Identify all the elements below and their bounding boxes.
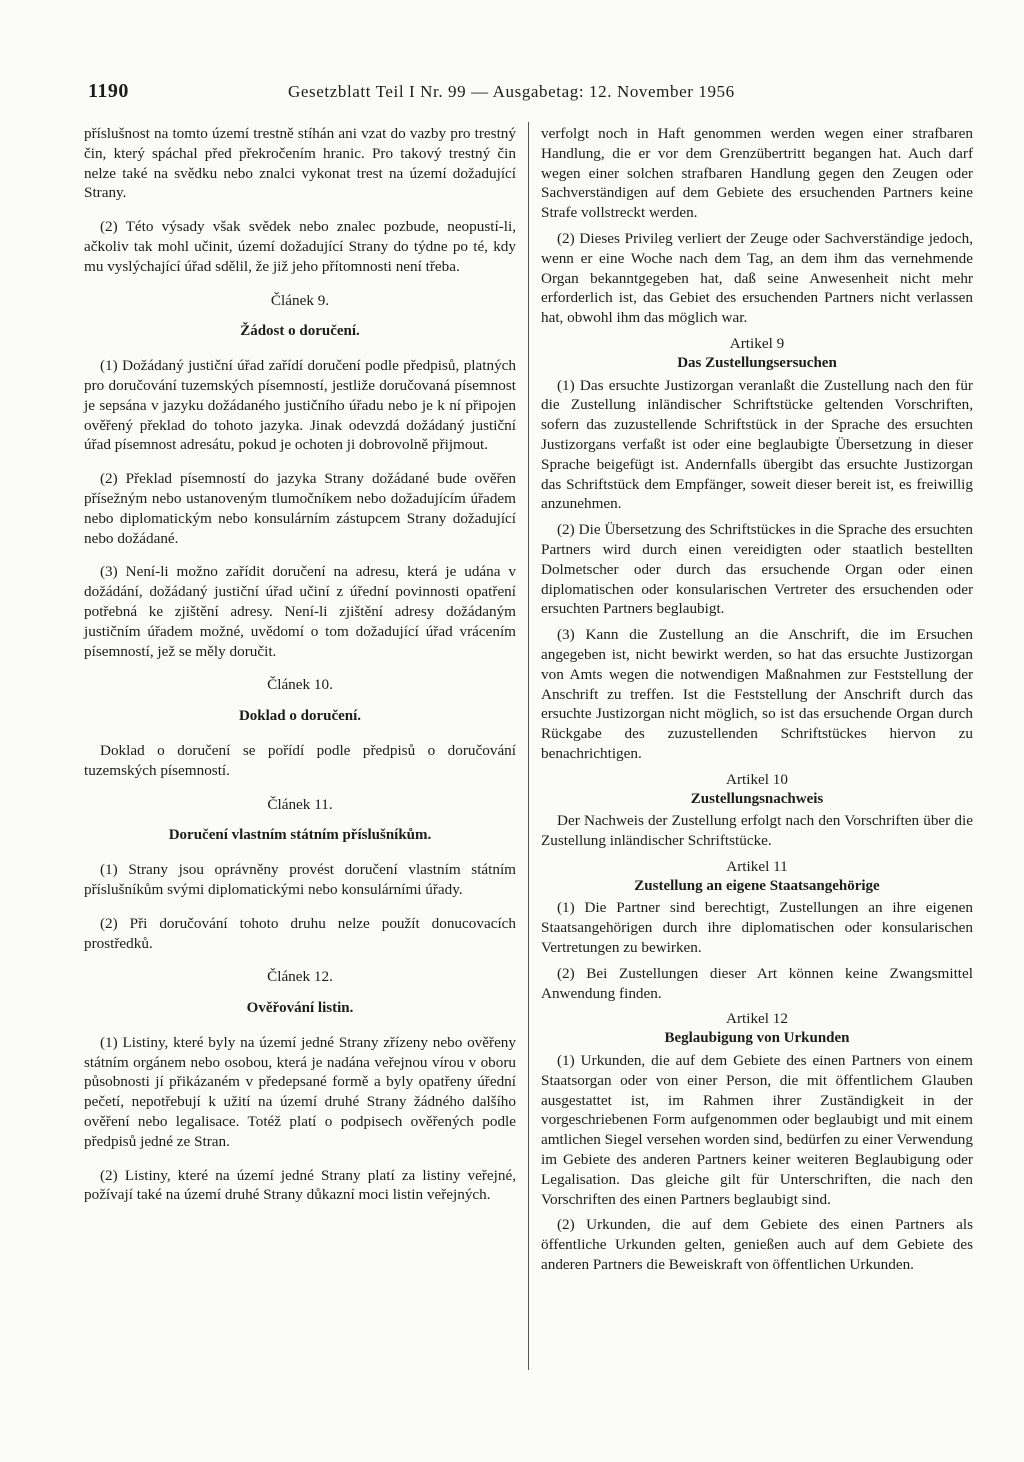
article-title: Artikel 12 [725, 1010, 788, 1028]
paragraph: (1) Dožádaný justiční úřad zařídí doručení podle předpisů, platných pro doručování tuzemských písemností, jestliže doručovaná písemnost je sepsána v jazyku dožádaného justičního úřadu nebo je k ní připojen ověřený překlad do tohoto jazyka. Jinak odevzdá dožádaný justiční úřad písemnost adresátu, pokud je ochoten ji dobrovolně přijmout. [84, 357, 516, 454]
paragraph: (3) Kann die Zustellung an die Anschrift, die im Ersuchen angegeben ist, nicht bewirkt werden, so hat das ersuchte Justizorgan von Amts wegen die notwendigen Maßnahmen zur Feststellung der Anschrift zu treffen. Ist die Feststellung der Anschrift durch das ersuchte Justizorgan nicht möglich, so ist das ersuchende Organ durch Rückgabe des zuzustellenden Schriftstückes hiervon zu benachrichtigen. [541, 626, 973, 762]
article-heading: Žádost o doručení. [240, 323, 360, 340]
article-title: Článek 10. [267, 676, 333, 694]
paragraph: (1) Listiny, které byly na území jedné Strany zřízeny nebo ověřeny státním orgánem nebo osobou, která je nadána veřejnou vírou v oboru působnosti jí přikázaném v předepsané formě a byly opatřeny úřední pečetí, nepotřebují k užití na území druhé Strany žádného dalšího ověření nebo legalisace. Totéž platí o podpisech ověřených podle předpisů jedné ze Stran. [84, 1033, 516, 1150]
paragraph: (2) Urkunden, die auf dem Gebiete des einen Partners als öffentliche Urkunden gelten, genießen auch auf dem Gebiete des anderen Partners die Beweiskraft von öffentlichen Urkunden. [541, 1216, 973, 1274]
article-title: Artikel 11 [726, 857, 788, 875]
article-heading: Das Zustellungsersuchen [677, 354, 837, 371]
paragraph: Doklad o doručení se pořídí podle předpisů o doručování tuzemských písemností. [84, 741, 516, 779]
paragraph: (2) Die Übersetzung des Schriftstückes in die Sprache des ersuchten Partners wird durch einen vereidigten oder staatlich bestellten Dolmetscher oder durch das ersuchende Organ oder einen diplomatischen oder konsularischen Vertreter des ersuchenden oder ersuchten Partners beglaubigt. [541, 521, 973, 618]
article-heading: Zustellung an eigene Staatsangehörige [634, 877, 880, 894]
paragraph: (3) Není-li možno zařídit doručení na adresu, která je udána v dožádání, dožádaný justiční úřad učiní z úřední povinnosti opatření potřebná ke zjištění adresy. Není-li zjištění adresy dožádaným justičním úřadem možné, uvědomí o tom dožadující úřad vrácením písemností, jež se měly doručit. [84, 563, 516, 660]
paragraph: (2) Této výsady však svědek nebo znalec pozbude, neopustí-li, ačkoliv tak mohl učinit, území dožadující Strany do týdne po té, kdy mu vyslýchající úřad sdělil, že již jeho přítomnosti není třeba. [84, 218, 516, 275]
article-title: Článek 12. [267, 968, 333, 986]
paragraph: (2) Dieses Privileg verliert der Zeuge oder Sachverständige jedoch, wenn er eine Woche nach dem Tag, an dem ihm das vernehmende Organ bekanntgegeben hat, daß seine Anwesenheit nicht mehr erforderlich ist, das Gebiet des ersuchenden Partners nicht verlassen hat, obwohl ihm das möglich war. [541, 229, 973, 327]
paragraph: (1) Strany jsou oprávněny provést doručení vlastním státním příslušníkům svými diplomatickými nebo konsulárními úřady. [84, 861, 516, 898]
article-heading: Doklad o doručení. [238, 708, 362, 725]
page-number: 1190 [88, 80, 129, 102]
article-heading: Ověřování listin. [246, 1000, 354, 1017]
paragraph: (2) Při doručování tohoto druhu nelze použít donucovacích prostředků. [84, 914, 516, 952]
paragraph: (2) Listiny, které na území jedné Strany platí za listiny veřejné, požívají také na území druhé Strany důkazní moci listin veřejných. [84, 1166, 516, 1204]
article-heading: Beglaubigung von Urkunden [664, 1030, 850, 1047]
article-title: Článek 11. [267, 795, 333, 813]
paragraph: příslušnost na tomto území trestně stíhán ani vzat do vazby pro trestný čin, který spáchal před překročením hranic. Pro takový trestný čin nelze také na svědku nebo znalci vykonat trest na území dožadující Strany. [84, 125, 516, 202]
czech-column [84, 124, 516, 1219]
paragraph: Der Nachweis der Zustellung erfolgt nach den Vorschriften über die Zustellung inländischer Schriftstücke. [541, 812, 973, 850]
paragraph: (2) Překlad písemností do jazyka Strany dožádané bude ověřen přísežným nebo ustanoveným tlumočníkem nebo dožadujícím úřadem nebo diplomatickým nebo konsulárním zástupcem Strany dožadující nebo dožádané. [84, 470, 516, 547]
paragraph: (1) Urkunden, die auf dem Gebiete des einen Partners von einem Staatsorgan oder von einer Person, die mit öffentlichem Glauben ausgestattet ist, im Rahmen ihrer Zuständigkeit in der vorgeschriebenen Form aufgenommen oder beglaubigt und mit einem amtlichen Siegel versehen worden sind, bedürfen zu einer Verwendung im Gebiete des anderen Partners keiner weiteren Beglaubigung oder Legalisation. Das gleiche gilt für Unterschriften, die nach den Vorschriften des einen Partners beglaubigt sind. [541, 1052, 973, 1208]
paragraph: (2) Bei Zustellungen dieser Art können keine Zwangsmittel Anwendung finden. [541, 964, 973, 1002]
column-divider [528, 122, 529, 1370]
paragraph: verfolgt noch in Haft genommen werden wegen einer strafbaren Handlung, die er vor dem Grenzübertritt begangen hat. Auch darf wegen einer solchen strafbaren Handlung gegen den Zeugen oder Sachverständigen auf dem Gebiete des ersuchenden Partners keine Strafe vollstreckt werden. [541, 125, 973, 222]
paragraph: (1) Die Partner sind berechtigt, Zustellungen an ihre eigenen Staatsangehörigen durch ihre diplomatischen oder konsularischen Vertretungen zu bewirken. [541, 899, 973, 957]
page-header [88, 80, 792, 106]
article-title: Artikel 10 [725, 770, 788, 788]
article-heading: Zustellungsnachweis [690, 790, 824, 807]
running-head: Gesetzblatt Teil I Nr. 99 — Ausgabetag: 12. November 1956 [288, 82, 735, 101]
article-title: Artikel 9 [729, 334, 785, 352]
german-column [541, 124, 973, 1281]
article-title: Článek 9. [270, 291, 330, 309]
article-heading: Doručení vlastním státním příslušníkům. [168, 827, 432, 844]
paragraph: (1) Das ersuchte Justizorgan veranlaßt die Zustellung nach den für die Zustellung inländischer Schriftstücke geltenden Vorschriften, sofern das zuzustellende Schriftstück in der Sprache des ersuchten Justizorgans verfaßt ist oder eine beglaubigte Übersetzung in dieser Sprache beigefügt ist. Andernfalls übergibt das ersuchte Justizorgan das Schriftstück dem Empfänger, soweit dieser bereit ist, es freiwillig anzunehmen. [541, 376, 973, 513]
